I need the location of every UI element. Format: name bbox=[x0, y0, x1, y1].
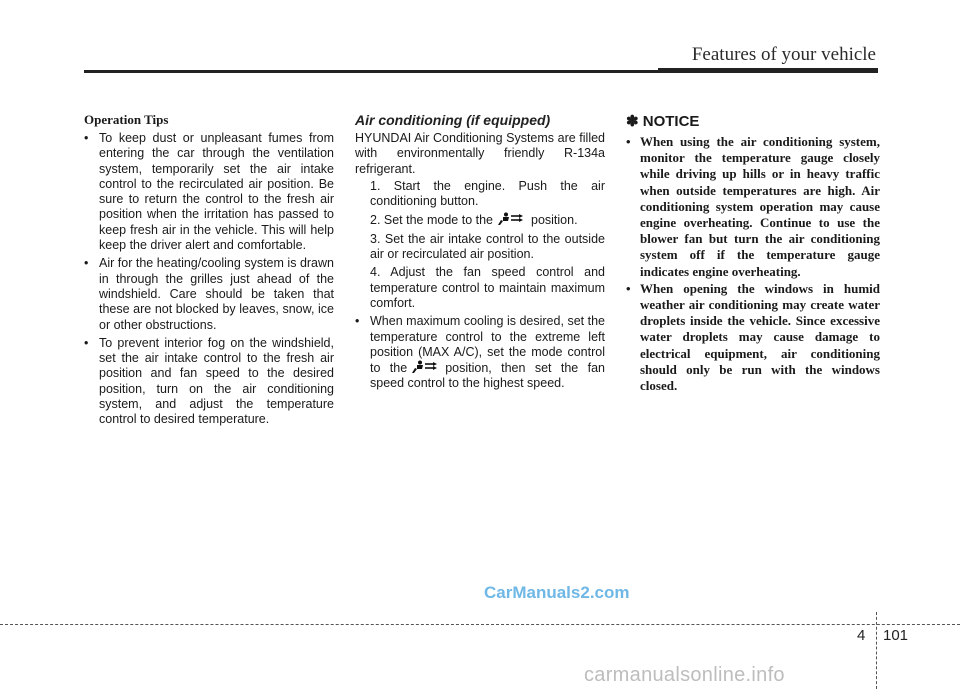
bullet-marker: • bbox=[626, 280, 631, 296]
bullet-marker: • bbox=[355, 314, 360, 329]
list-item: • When opening the windows in humid weather air conditioning may create water droplets inside the vehicle. Since excessive water droplets may cause damage to electrical equipment, air conditioning should only be run with the windows closed. bbox=[626, 280, 880, 394]
operation-tips-heading: Operation Tips bbox=[84, 112, 169, 127]
header-rule-accent bbox=[658, 68, 878, 73]
bullet-marker: • bbox=[84, 256, 89, 271]
face-vent-mode-icon bbox=[497, 212, 527, 226]
ac-step-1: 1. Start the engine. Push the air conditioning button. bbox=[370, 178, 605, 209]
ac-step-3: 3. Set the air intake control to the outside air or recirculated air position. bbox=[370, 231, 605, 262]
ac-step-2: 2. Set the mode to the position. bbox=[370, 213, 578, 228]
footer-watermark: carmanualsonline.info bbox=[584, 664, 785, 686]
bullet-marker: • bbox=[84, 335, 89, 350]
header-title: Features of your vehicle bbox=[691, 44, 876, 65]
list-item: • Air for the heating/cooling system is drawn in through the grilles just ahead of the windshield. Care should be taken that these are not blocked by leaves, snow, ice or other obstructions. bbox=[84, 256, 334, 332]
column-notice bbox=[626, 112, 880, 395]
face-vent-mode-icon bbox=[411, 360, 441, 374]
list-item: • To keep dust or unpleasant fumes from entering the car through the ventilation system, temporarily set the air intake control to the recirculated air position. Be sure to return the control to the fresh air position when the irritation has passed to keep fresh air in the vehicle. This will help keep the driver alert and comfortable. bbox=[84, 131, 334, 253]
air-conditioning-heading: Air conditioning (if equipped) bbox=[355, 112, 551, 128]
bullet-marker: • bbox=[84, 131, 89, 145]
watermark-link[interactable]: CarManuals2.com bbox=[484, 583, 630, 602]
page-number: 101 bbox=[883, 627, 909, 644]
column-air-conditioning bbox=[355, 112, 605, 395]
list-item: • When using the air conditioning system, monitor the temperature gauge closely while driving up hills or in heavy traffic when outside temperatures are high. Air conditioning system operation may cause engine overheating. Continue to use the blower fan but turn the air conditioning system off if the temperature gauge indicates engine overheating. bbox=[626, 134, 880, 279]
bullet-marker: • bbox=[626, 134, 631, 149]
footer-rule bbox=[0, 624, 960, 625]
footer-divider bbox=[876, 612, 877, 689]
list-item: • To prevent interior fog on the windshield, set the air intake control to the fresh air position and fan speed to the desired position, turn on the air conditioning system, and adjust the temperature control to desired temperature. bbox=[84, 335, 334, 427]
notice-heading: ✽ NOTICE bbox=[626, 113, 700, 130]
column-operation-tips bbox=[84, 112, 334, 431]
chapter-number: 4 bbox=[857, 627, 866, 644]
ac-intro: HYUNDAI Air Conditioning Systems are filled with environmentally friendly R-134a refrigerant. bbox=[355, 131, 605, 176]
list-item: • When maximum cooling is desired, set the temperature control to the extreme left position (MAX A/C), set the mode control to the position, then set the fan speed control to the highest speed. bbox=[355, 314, 605, 391]
ac-step-4: 4. Adjust the fan speed control and temperature control to maintain maximum comfort. bbox=[370, 265, 605, 310]
